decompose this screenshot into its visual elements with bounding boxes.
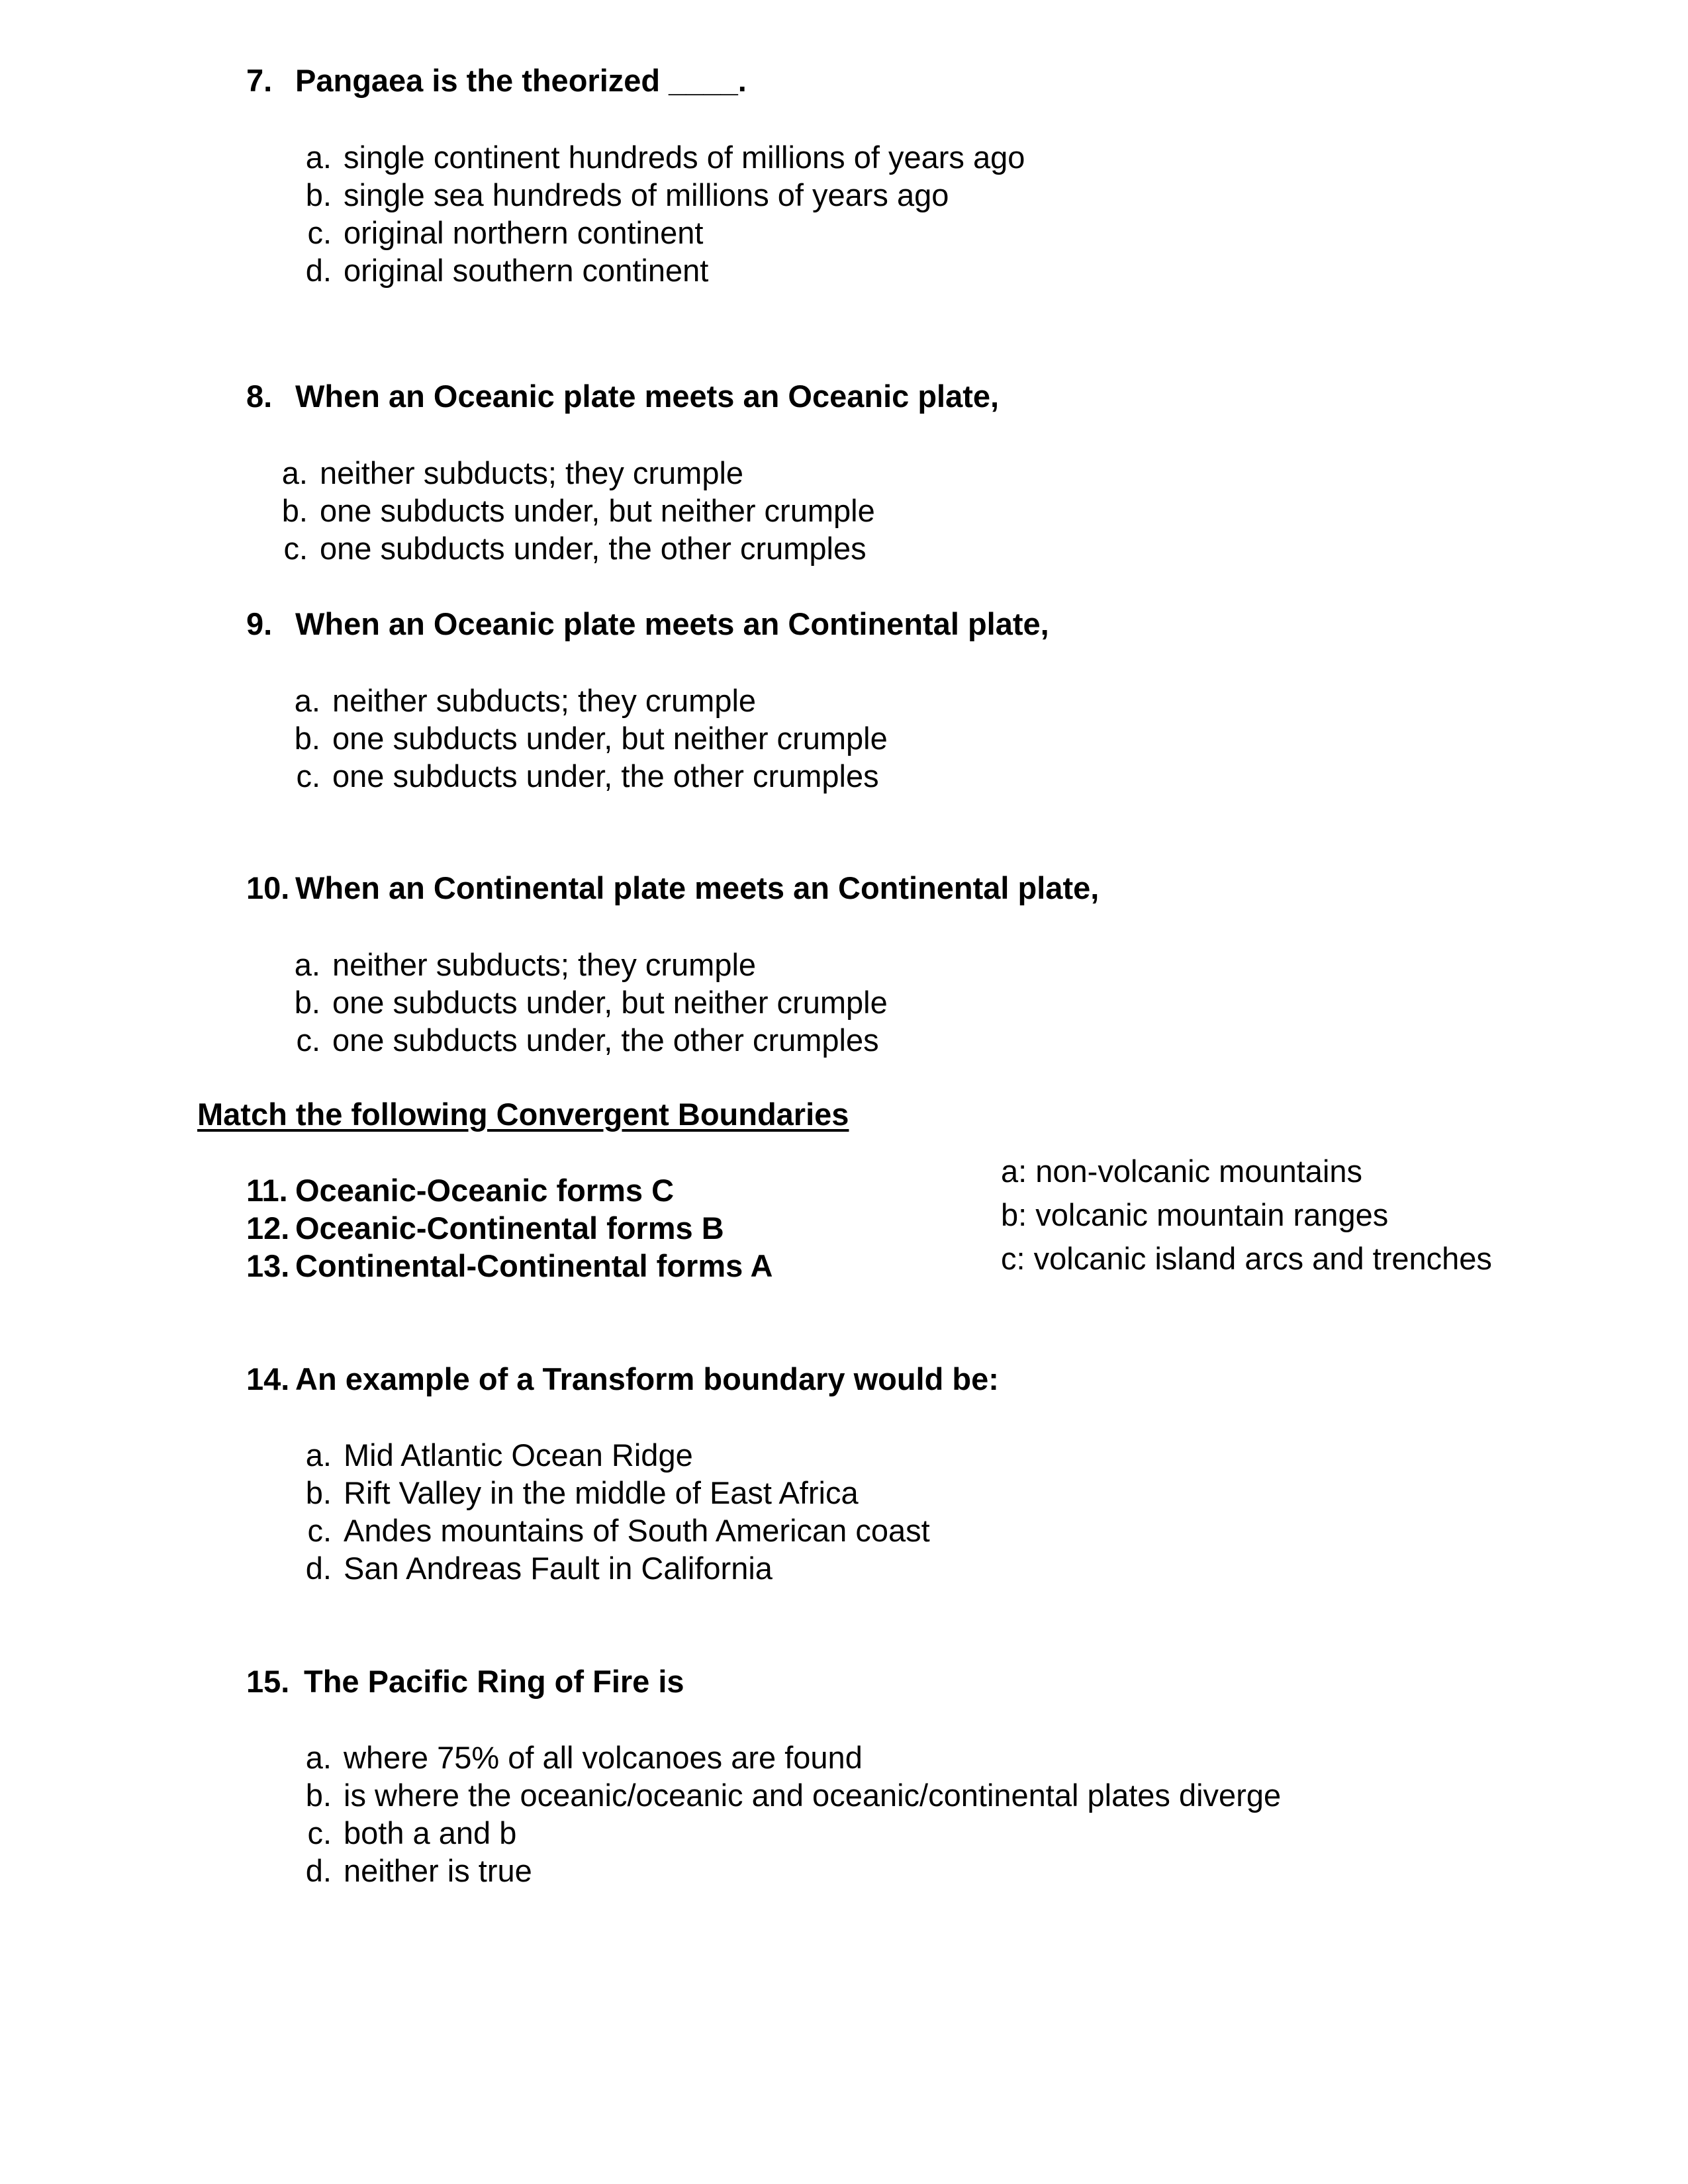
option-14b[interactable] xyxy=(305,1475,859,1512)
option-text: single continent hundreds of millions of years ago xyxy=(344,140,1025,175)
question-number: 8. xyxy=(246,379,273,414)
option-text: one subducts under, the other crumples xyxy=(320,531,867,566)
question-text: Continental-Continental forms A xyxy=(295,1248,773,1283)
option-8b[interactable] xyxy=(281,492,875,529)
option-letter: c. xyxy=(283,531,308,566)
option-letter: d. xyxy=(305,1853,332,1888)
option-10c[interactable] xyxy=(296,1022,879,1059)
question-number: 7. xyxy=(246,63,273,98)
option-9b[interactable] xyxy=(294,720,888,757)
option-text: one subducts under, but neither crumple xyxy=(332,721,888,756)
option-14c[interactable] xyxy=(307,1512,930,1549)
match-answer-c: c: volcanic island arcs and trenches xyxy=(1001,1241,1492,1276)
option-letter: d. xyxy=(305,1551,332,1586)
option-text: Rift Valley in the middle of East Africa xyxy=(344,1475,859,1510)
option-text: Andes mountains of South American coast xyxy=(344,1513,930,1548)
option-letter: b. xyxy=(294,985,320,1020)
question-text: When an Oceanic plate meets an Continental plate, xyxy=(295,606,1049,641)
option-letter: c. xyxy=(296,758,320,794)
question-number: 13. xyxy=(246,1248,290,1283)
question-text: Oceanic-Continental forms B xyxy=(295,1210,724,1246)
option-text: both a and b xyxy=(344,1815,517,1850)
matching-heading: Match the following Convergent Boundaries xyxy=(197,1097,849,1132)
option-14a[interactable] xyxy=(305,1437,693,1474)
question-number: 9. xyxy=(246,606,273,641)
option-letter: a. xyxy=(305,140,332,175)
question-text: When an Continental plate meets an Continental plate, xyxy=(295,870,1100,905)
option-15c[interactable] xyxy=(307,1815,517,1852)
option-text: is where the oceanic/oceanic and oceanic/continental plates diverge xyxy=(344,1778,1282,1813)
option-letter: b. xyxy=(294,721,320,756)
option-text: one subducts under, the other crumples xyxy=(332,758,879,794)
option-7a[interactable] xyxy=(305,139,1025,176)
option-letter: a. xyxy=(305,1437,332,1473)
option-letter: a. xyxy=(281,455,308,490)
question-number: 10. xyxy=(246,870,290,905)
option-text: neither subducts; they crumple xyxy=(332,947,757,982)
option-15a[interactable] xyxy=(305,1739,863,1776)
option-8c[interactable] xyxy=(283,530,867,567)
option-letter: b. xyxy=(281,493,308,528)
option-text: San Andreas Fault in California xyxy=(344,1551,773,1586)
option-letter: b. xyxy=(305,1475,332,1510)
option-text: neither subducts; they crumple xyxy=(332,683,757,718)
option-15b[interactable] xyxy=(305,1777,1282,1814)
option-letter: c. xyxy=(307,1513,332,1548)
option-7d[interactable] xyxy=(305,252,709,289)
option-text: one subducts under, but neither crumple xyxy=(320,493,875,528)
option-letter: c. xyxy=(307,215,332,250)
option-8a[interactable] xyxy=(281,455,744,492)
question-text: Pangaea is the theorized ____. xyxy=(295,63,747,98)
question-number: 12. xyxy=(246,1210,290,1246)
option-15d[interactable] xyxy=(305,1852,532,1889)
option-letter: c. xyxy=(307,1815,332,1850)
option-9c[interactable] xyxy=(296,758,879,795)
option-letter: a. xyxy=(294,947,320,982)
question-text: The Pacific Ring of Fire is xyxy=(304,1664,684,1699)
option-letter: a. xyxy=(294,683,320,718)
option-text: neither is true xyxy=(344,1853,532,1888)
question-number: 14. xyxy=(246,1361,290,1396)
option-text: original northern continent xyxy=(344,215,704,250)
question-text: When an Oceanic plate meets an Oceanic plate, xyxy=(295,379,1000,414)
option-text: single sea hundreds of millions of years ago xyxy=(344,177,949,212)
option-14d[interactable] xyxy=(305,1550,773,1587)
question-text: An example of a Transform boundary would be: xyxy=(295,1361,999,1396)
option-text: one subducts under, the other crumples xyxy=(332,1023,879,1058)
question-number: 15. xyxy=(246,1664,290,1699)
match-answer-b: b: volcanic mountain ranges xyxy=(1001,1197,1389,1232)
option-letter: c. xyxy=(296,1023,320,1058)
question-number: 11. xyxy=(246,1173,288,1208)
option-letter: b. xyxy=(305,177,332,212)
question-text: Oceanic-Oceanic forms C xyxy=(295,1173,675,1208)
option-letter: b. xyxy=(305,1778,332,1813)
option-9a[interactable] xyxy=(294,682,757,719)
match-answer-a: a: non-volcanic mountains xyxy=(1001,1154,1363,1189)
option-7c[interactable] xyxy=(307,214,704,251)
option-text: one subducts under, but neither crumple xyxy=(332,985,888,1020)
option-text: where 75% of all volcanoes are found xyxy=(344,1740,863,1775)
option-text: original southern continent xyxy=(344,253,709,288)
option-7b[interactable] xyxy=(305,177,949,214)
option-text: neither subducts; they crumple xyxy=(320,455,744,490)
option-letter: a. xyxy=(305,1740,332,1775)
option-10a[interactable] xyxy=(294,946,757,983)
option-text: Mid Atlantic Ocean Ridge xyxy=(344,1437,693,1473)
option-10b[interactable] xyxy=(294,984,888,1021)
option-letter: d. xyxy=(305,253,332,288)
